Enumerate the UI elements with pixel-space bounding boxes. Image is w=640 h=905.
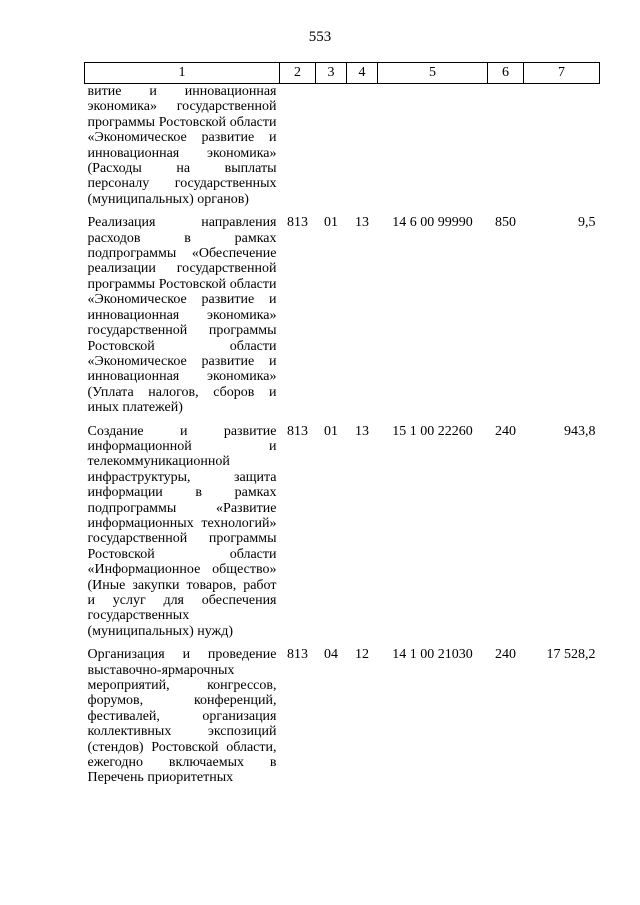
- row-col5: 14 6 00 99990: [392, 215, 473, 231]
- row-col5: 15 1 00 22260: [392, 423, 473, 439]
- row-col4: [347, 84, 378, 216]
- row-col7: [524, 84, 600, 216]
- row-col3: 01: [324, 215, 338, 231]
- row-description: витие и инновационная экономика» государственной программы Ростовской области «Экономическое развитие и инновационная экономика» (Расходы на выплаты персоналу государственных (муниципальных) органов): [87, 84, 277, 207]
- column-header: 1: [85, 63, 280, 84]
- table-row: [85, 647, 600, 794]
- table-row: [85, 215, 600, 423]
- row-col6: [488, 84, 524, 216]
- row-col2: 813: [287, 215, 308, 231]
- column-header: 2: [280, 63, 316, 84]
- row-col4: 13: [355, 423, 369, 439]
- table-row: [85, 84, 600, 216]
- row-col4: 12: [355, 647, 369, 663]
- budget-table: [84, 62, 600, 794]
- column-header: 3: [316, 63, 347, 84]
- row-col6: 240: [495, 423, 516, 439]
- row-col3: [316, 84, 347, 216]
- row-col7: 17 528,2: [546, 647, 596, 663]
- row-col3: 04: [324, 647, 338, 663]
- page-number: 553: [308, 29, 332, 45]
- row-col7: 9,5: [578, 215, 596, 231]
- row-col5: 14 1 00 21030: [392, 647, 473, 663]
- row-col5: [378, 84, 488, 216]
- row-col7: 943,8: [564, 423, 596, 439]
- column-header: 5: [378, 63, 488, 84]
- row-col2: 813: [287, 423, 308, 439]
- row-description: Создание и развитие информационной и телекоммуникационной инфраструктуры, защита информации в рамках подпрограммы «Развитие информационных технологий» государственной программы Ростовской области «Информационное общество» (Иные закупки товаров, работ и услуг для обеспечения государственных (муниципальных) нужд): [87, 423, 277, 639]
- table-row: [85, 424, 600, 648]
- row-col3: 01: [324, 423, 338, 439]
- row-description: Организация и проведение выставочно-ярмарочных мероприятий, конгрессов, форумов, конференций, фестивалей, организация коллективных экспозиций (стендов) Ростовской области, ежегодно включаемых в Перечень приоритетных: [87, 647, 277, 786]
- column-header: 7: [524, 63, 600, 84]
- row-description: Реализация направления расходов в рамках подпрограммы «Обеспечение реализации государственной программы Ростовской области «Экономическое развитие и инновационная экономика» государственной программы Ростовской области «Экономическое развитие и инновационная экономика» (Уплата налогов, сборов и иных платежей): [87, 215, 277, 416]
- row-col4: 13: [355, 215, 369, 231]
- column-header: 4: [347, 63, 378, 84]
- row-col6: 850: [495, 215, 516, 231]
- row-col6: 240: [495, 647, 516, 663]
- table-header-row: [85, 63, 600, 84]
- column-header: 6: [488, 63, 524, 84]
- row-col2: [280, 84, 316, 216]
- row-col2: 813: [287, 647, 308, 663]
